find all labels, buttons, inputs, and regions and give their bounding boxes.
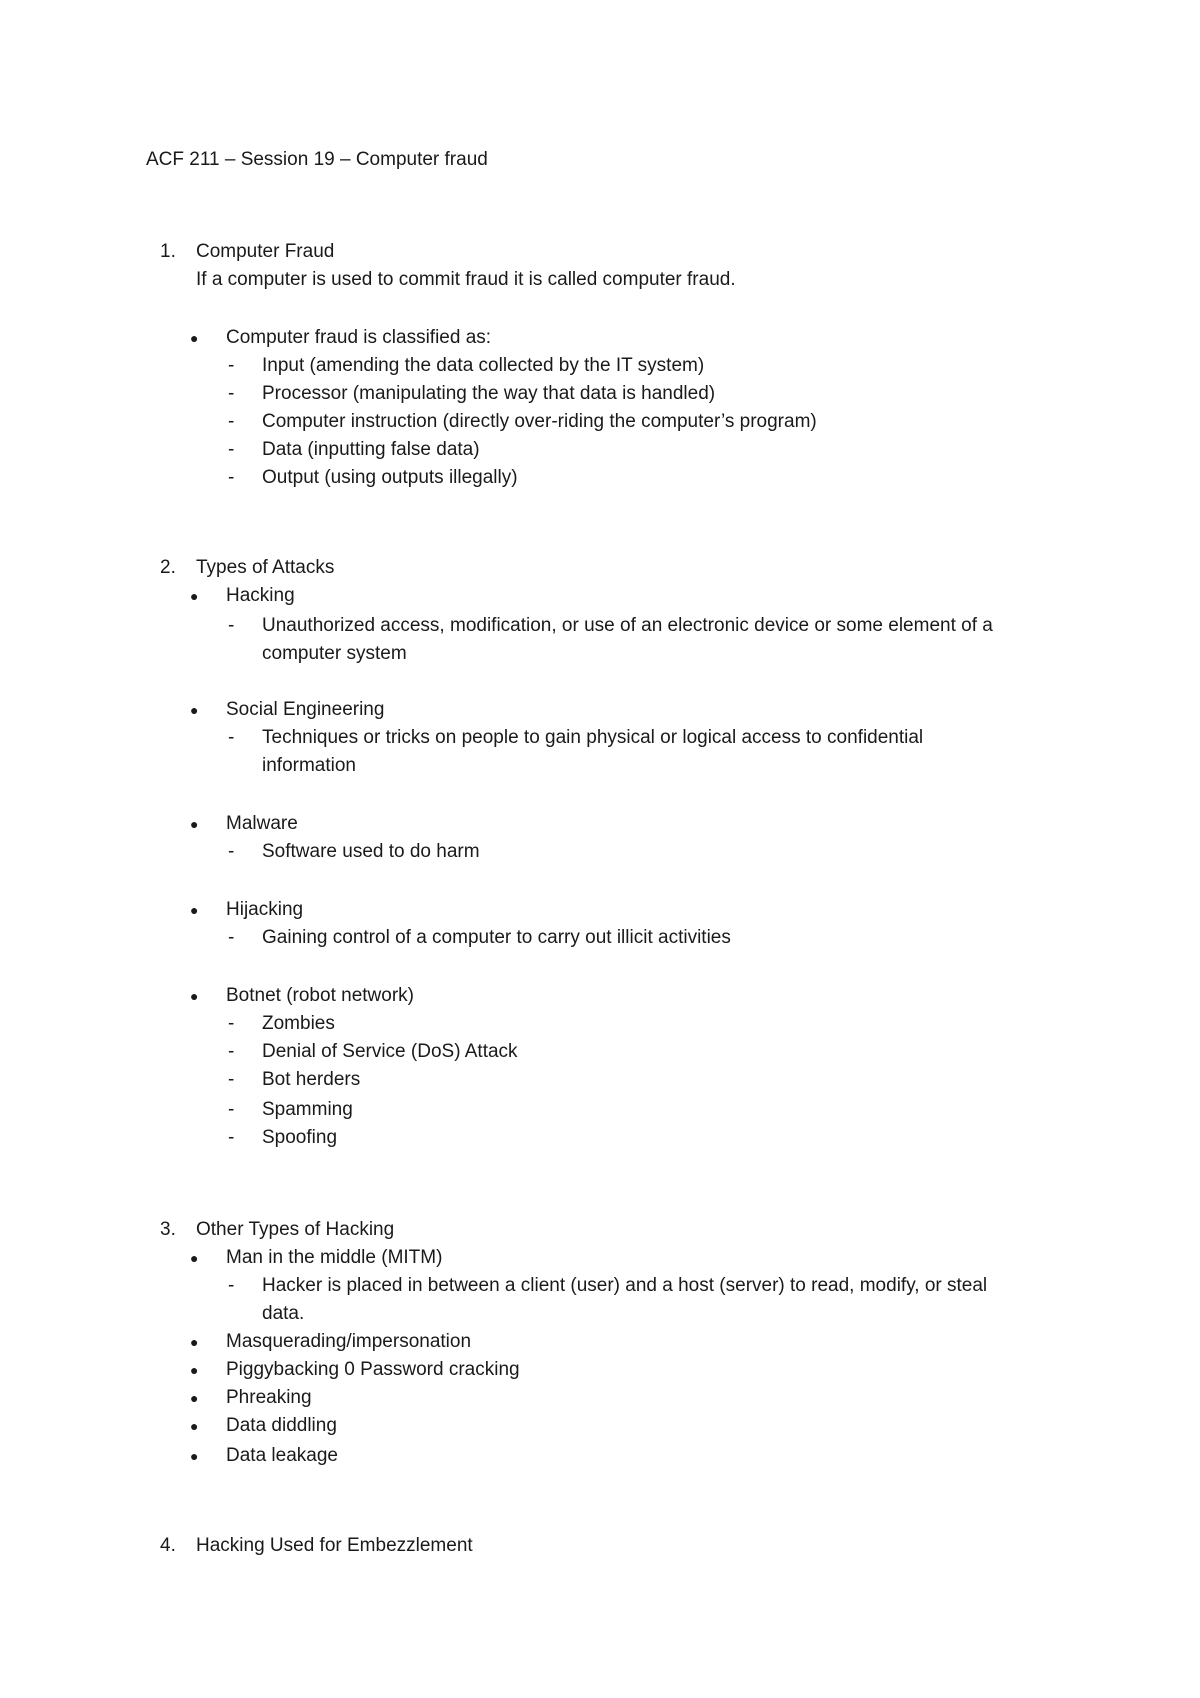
list-item: Output (using outputs illegally) — [262, 467, 518, 488]
dash-icon: - — [228, 1069, 235, 1090]
bullet-text: Hijacking — [226, 899, 304, 920]
bullet-icon: ● — [190, 1362, 199, 1378]
list-item: Denial of Service (DoS) Attack — [262, 1041, 518, 1062]
dash-icon: - — [228, 615, 235, 636]
list-item: Spoofing — [262, 1127, 338, 1148]
bullet-text: Man in the middle (MITM) — [226, 1247, 443, 1268]
bullet-text: Botnet (robot network) — [226, 985, 414, 1006]
list-item-continuation: data. — [262, 1303, 305, 1324]
list-item: Computer instruction (directly over-riding the computer’s program) — [262, 411, 817, 432]
bullet-icon: ● — [190, 816, 199, 832]
section-heading: Hacking Used for Embezzlement — [196, 1535, 473, 1556]
list-item: Techniques or tricks on people to gain physical or logical access to confidential — [262, 727, 924, 748]
section-heading: Computer Fraud — [196, 241, 335, 262]
bullet-icon: ● — [190, 330, 199, 346]
list-item-continuation: computer system — [262, 643, 407, 664]
bullet-icon: ● — [190, 1334, 199, 1350]
bullet-icon: ● — [190, 1418, 199, 1434]
list-item: Data (inputting false data) — [262, 439, 480, 460]
dash-icon: - — [228, 1013, 235, 1034]
bullet-text: Malware — [226, 813, 298, 834]
bullet-icon: ● — [190, 588, 199, 604]
bullet-text: Hacking — [226, 585, 295, 606]
dash-icon: - — [228, 439, 235, 460]
list-item-continuation: information — [262, 755, 356, 776]
bullet-text: Data leakage — [226, 1445, 338, 1466]
bullet-text: Data diddling — [226, 1415, 337, 1436]
list-item: Input (amending the data collected by the IT system) — [262, 355, 705, 376]
list-item: Processor (manipulating the way that data is handled) — [262, 383, 716, 404]
dash-icon: - — [228, 1127, 235, 1148]
dash-icon: - — [228, 383, 235, 404]
dash-icon: - — [228, 1041, 235, 1062]
dash-icon: - — [228, 467, 235, 488]
dash-icon: - — [228, 411, 235, 432]
dash-icon: - — [228, 841, 235, 862]
bullet-text: Piggybacking 0 Password cracking — [226, 1359, 520, 1380]
list-item: Bot herders — [262, 1069, 361, 1090]
list-item: Spamming — [262, 1099, 353, 1120]
list-item: Software used to do harm — [262, 841, 480, 862]
section-number: 3. — [160, 1219, 176, 1240]
list-item: Unauthorized access, modification, or use of an electronic device or some element of a — [262, 615, 993, 636]
bullet-icon: ● — [190, 1390, 199, 1406]
list-item: Hacker is placed in between a client (user) and a host (server) to read, modify, or steal — [262, 1275, 988, 1296]
bullet-icon: ● — [190, 702, 199, 718]
bullet-text: Social Engineering — [226, 699, 385, 720]
section-number: 2. — [160, 557, 176, 578]
section-number: 1. — [160, 241, 176, 262]
dash-icon: - — [228, 1275, 235, 1296]
section-heading: Types of Attacks — [196, 557, 335, 578]
bullet-text: Phreaking — [226, 1387, 312, 1408]
document-title: ACF 211 – Session 19 – Computer fraud — [146, 149, 488, 170]
bullet-icon: ● — [190, 1448, 199, 1464]
bullet-icon: ● — [190, 902, 199, 918]
list-item: Gaining control of a computer to carry out illicit activities — [262, 927, 731, 948]
bullet-text: Masquerading/impersonation — [226, 1331, 472, 1352]
section-intro: If a computer is used to commit fraud it is called computer fraud. — [196, 269, 736, 290]
dash-icon: - — [228, 727, 235, 748]
bullet-icon: ● — [190, 988, 199, 1004]
bullet-text: Computer fraud is classified as: — [226, 327, 492, 348]
bullet-icon: ● — [190, 1250, 199, 1266]
section-number: 4. — [160, 1535, 176, 1556]
dash-icon: - — [228, 1099, 235, 1120]
dash-icon: - — [228, 927, 235, 948]
section-heading: Other Types of Hacking — [196, 1219, 395, 1240]
list-item: Zombies — [262, 1013, 335, 1034]
dash-icon: - — [228, 355, 235, 376]
